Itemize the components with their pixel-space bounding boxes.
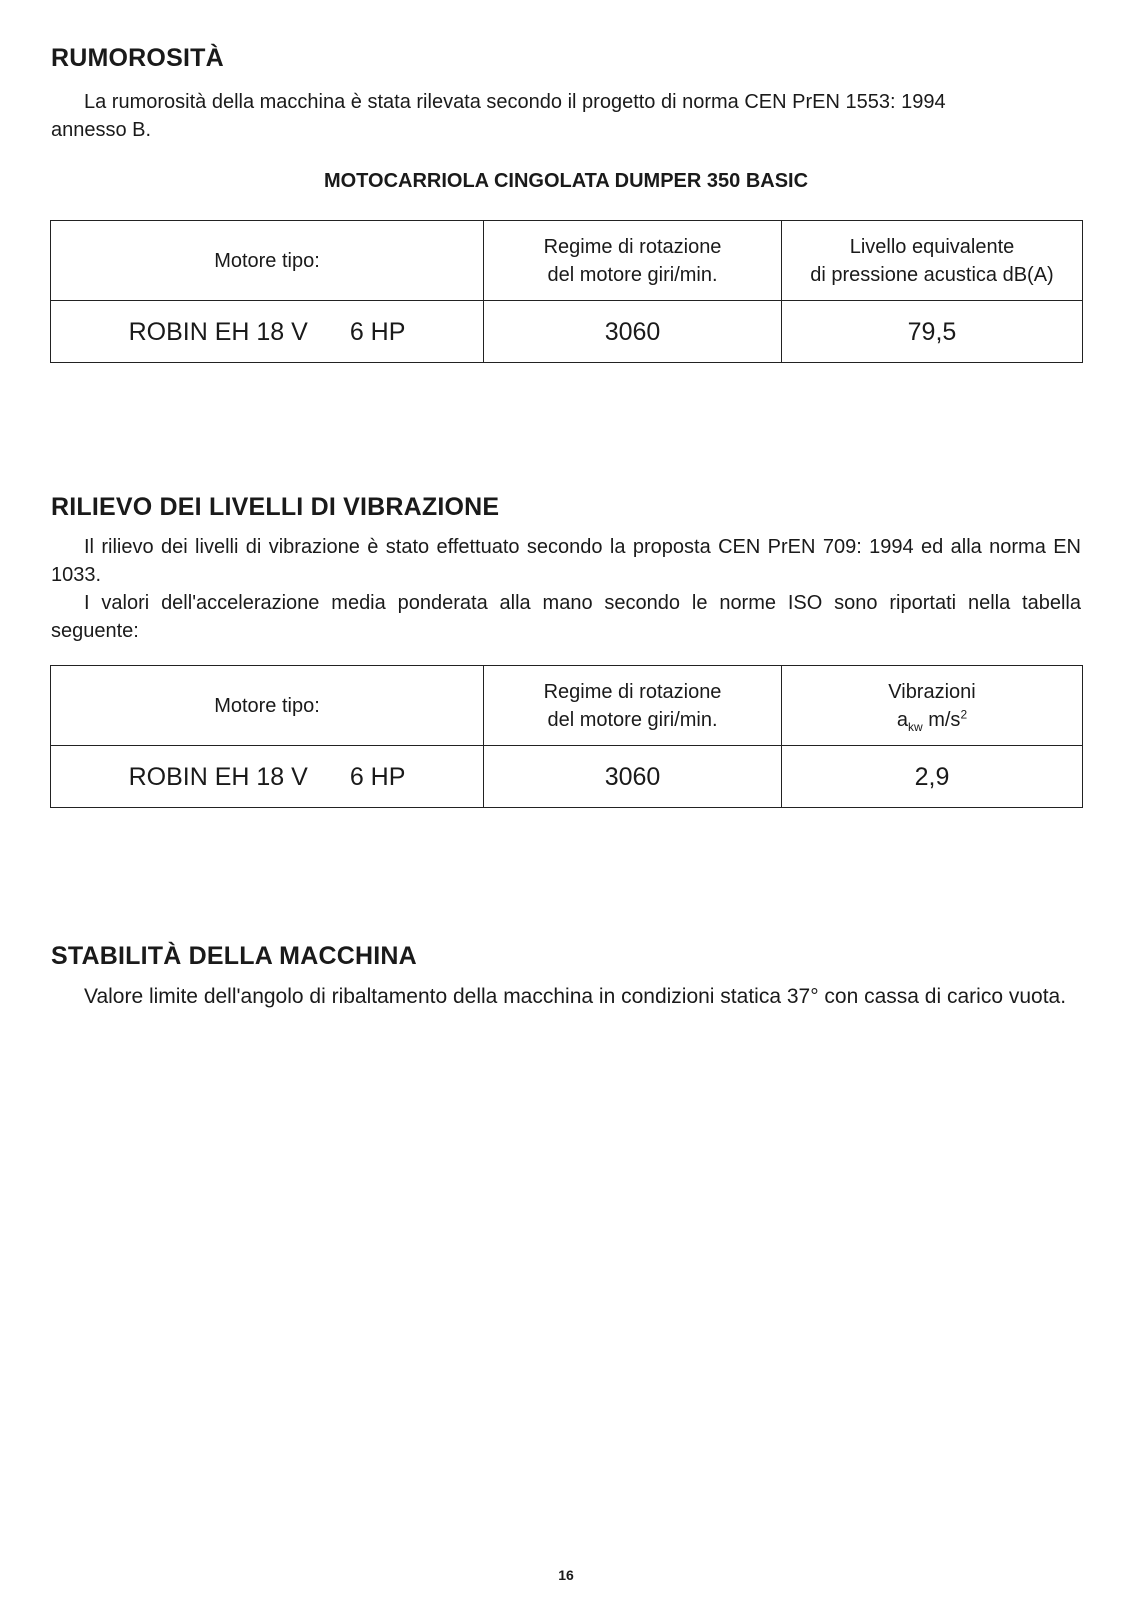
engine-model: ROBIN EH 18 V bbox=[128, 762, 308, 791]
table-header-row bbox=[51, 666, 1083, 746]
accel-subscript: kw bbox=[907, 719, 923, 734]
header-rpm-line-2: del motore giri/min. bbox=[547, 263, 718, 286]
noise-table bbox=[50, 220, 1083, 363]
page-number: 16 bbox=[558, 1567, 574, 1583]
engine-power: 6 HP bbox=[349, 762, 406, 791]
header-rpm bbox=[484, 221, 782, 301]
header-sound-level bbox=[782, 221, 1083, 301]
table-row bbox=[51, 746, 1083, 808]
vibration-text-1: Il rilievo dei livelli di vibrazione è stato effettuato secondo la proposta CEN PrEN 709: 1994 ed alla norma EN 1033. bbox=[51, 536, 1081, 586]
header-rpm-line-1: Regime di rotazione bbox=[543, 680, 722, 703]
section-title-stability: STABILITÀ DELLA MACCHINA bbox=[51, 942, 417, 970]
section-title-vibration: RILIEVO DEI LIVELLI DI VIBRAZIONE bbox=[51, 493, 500, 521]
cell-engine bbox=[51, 301, 484, 363]
cell-sound-level: 79,5 bbox=[782, 301, 1083, 363]
header-engine-type: Motore tipo: bbox=[51, 666, 484, 746]
header-sound-level-line-2: di pressione acustica dB(A) bbox=[810, 263, 1054, 286]
model-subtitle: MOTOCARRIOLA CINGOLATA DUMPER 350 BASIC bbox=[323, 170, 809, 192]
cell-engine bbox=[51, 746, 484, 808]
engine-model: ROBIN EH 18 V bbox=[128, 317, 308, 346]
engine-power: 6 HP bbox=[349, 317, 406, 346]
cell-vibration-value: 2,9 bbox=[782, 746, 1083, 808]
header-rpm-line-1: Regime di rotazione bbox=[543, 235, 722, 258]
header-vibrations bbox=[782, 666, 1083, 746]
noise-text-line-2: annesso B. bbox=[51, 119, 152, 141]
section-title-noise: RUMOROSITÀ bbox=[51, 44, 224, 72]
accel-unit: m/s bbox=[928, 708, 961, 731]
header-sound-level-line-1: Livello equivalente bbox=[849, 235, 1015, 258]
stability-description bbox=[51, 983, 1081, 1011]
header-rpm-line-2: del motore giri/min. bbox=[547, 708, 718, 731]
vibration-description-2 bbox=[51, 589, 1081, 645]
vibration-table bbox=[50, 665, 1083, 808]
noise-description bbox=[51, 88, 1081, 144]
accel-superscript: 2 bbox=[960, 706, 968, 721]
table-header-row bbox=[51, 221, 1083, 301]
noise-text-line-1: La rumorosità della macchina è stata rilevata secondo il progetto di norma CEN PrEN 1553: 1994 bbox=[84, 91, 946, 113]
vibration-text-2: I valori dell'accelerazione media ponderata alla mano secondo le norme ISO sono riportati nella tabella seguente: bbox=[51, 592, 1081, 642]
accel-symbol: a bbox=[896, 708, 908, 731]
header-rpm bbox=[484, 666, 782, 746]
stability-text: Valore limite dell'angolo di ribaltamento della macchina in condizioni statica 37° con cassa di carico vuota. bbox=[84, 985, 1067, 1008]
table-row bbox=[51, 301, 1083, 363]
cell-rpm: 3060 bbox=[484, 746, 782, 808]
vibration-description-1 bbox=[51, 533, 1081, 589]
cell-rpm: 3060 bbox=[484, 301, 782, 363]
header-engine-type: Motore tipo: bbox=[51, 221, 484, 301]
header-vibrations-unit bbox=[782, 706, 1082, 734]
header-vibrations-line-1: Vibrazioni bbox=[888, 680, 976, 703]
